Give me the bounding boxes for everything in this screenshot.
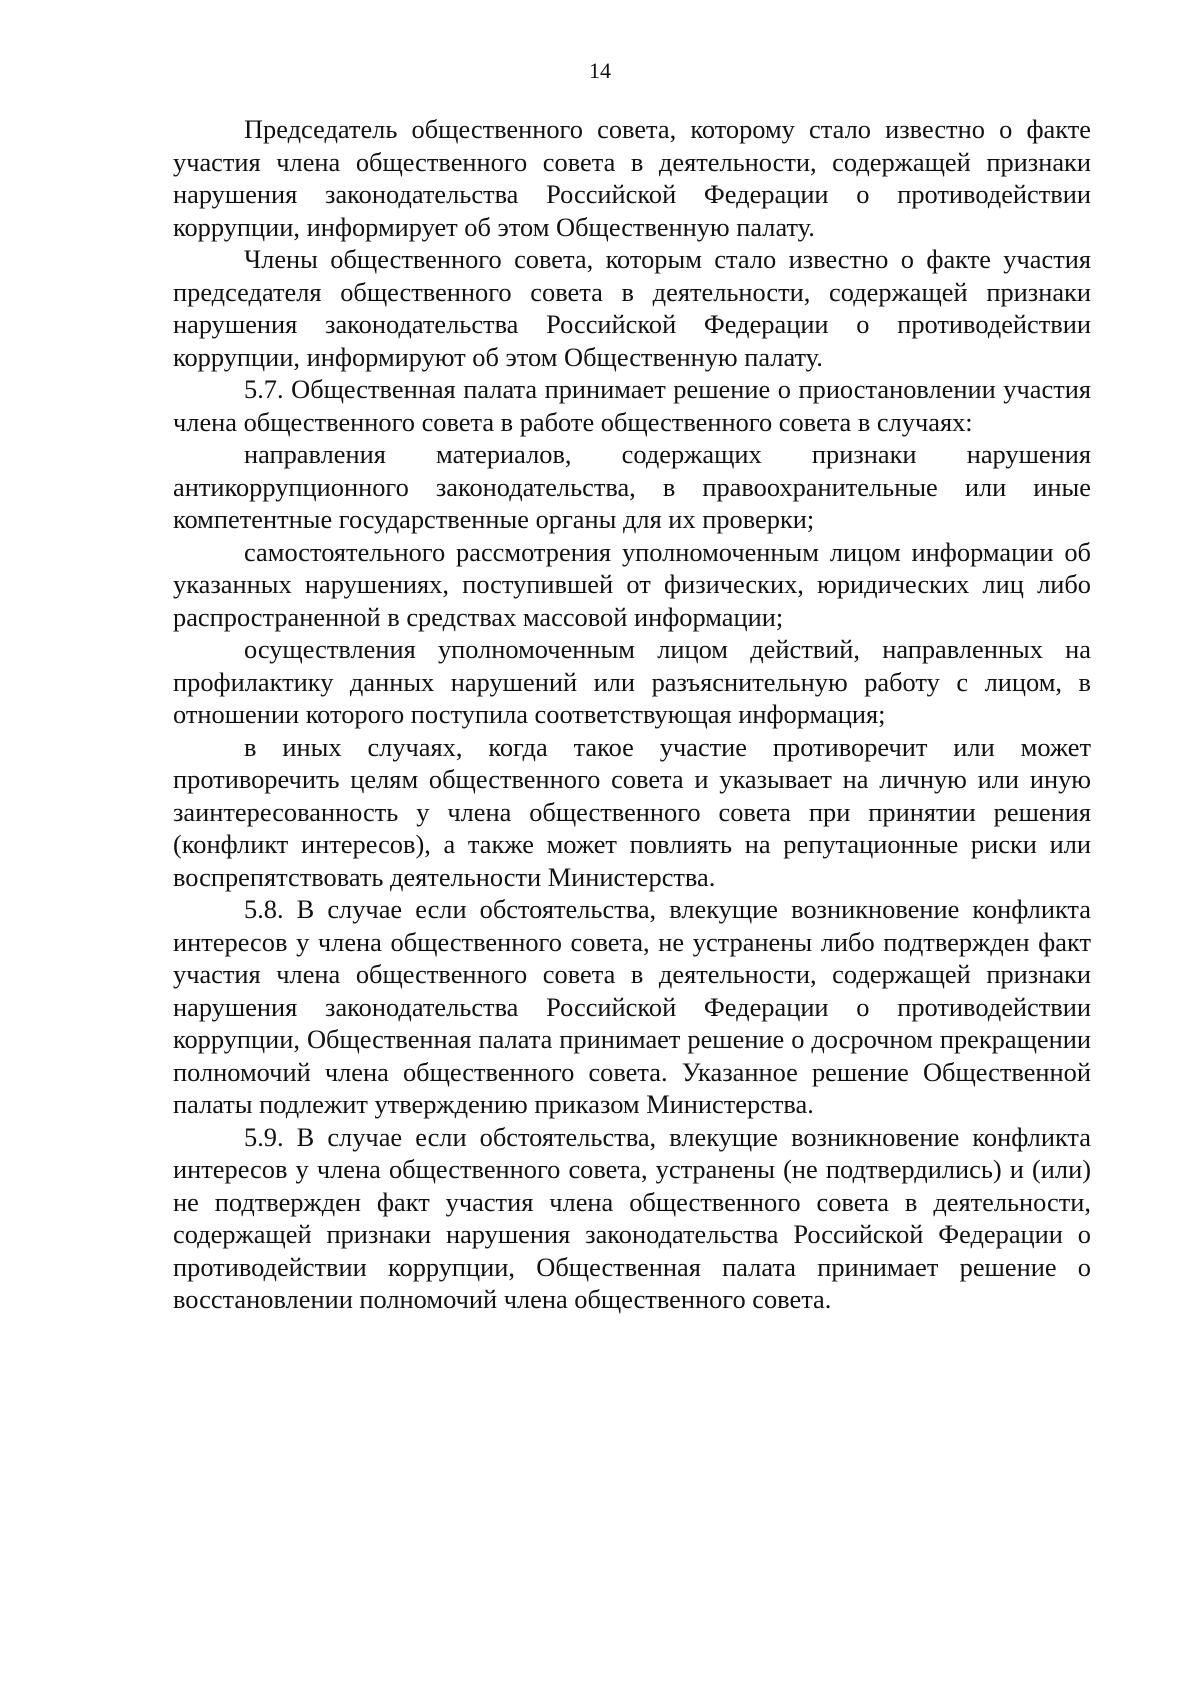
clause-5-8: 5.8. В случае если обстоятельства, влекущие возникновение конфликта интересов у члена общественного совета, не устранены либо подтвержден факт участия члена общественного совета в деятельности, содержащей признаки нарушения законодательства Российской Федерации о противодействии коррупции, Общественная палата принимает решение о досрочном прекращении полномочий члена общественного совета. Указанное решение Общественной палаты подлежит утверждению приказом Министерства.: [173, 894, 1091, 1119]
page-number: 14: [589, 58, 611, 83]
clause-5-9: 5.9. В случае если обстоятельства, влекущие возникновение конфликта интересов у члена общественного совета, устранены (не подтвердились) и (или) не подтвержден факт участия члена общественного совета в деятельности, содержащей признаки нарушения законодательства Российской Федерации о противодействии коррупции, Общественная палата принимает решение о восстановлении полномочий члена общественного совета.: [173, 1121, 1091, 1314]
list-item-preventive-actions: осуществления уполномоченным лицом действий, направленных на профилактику данных нарушений или разъяснительную работу с лицом, в отношении которого поступила соответствующая информация;: [173, 634, 1091, 729]
list-item-referral-of-materials: направления материалов, содержащих признаки нарушения антикоррупционного законодательства, в правоохранительные или иные компетентные государственные органы для их проверки;: [173, 439, 1091, 534]
paragraph-chairman-informs: Председатель общественного совета, которому стало известно о факте участия члена общественного совета в деятельности, содержащей признаки нарушения законодательства Российской Федерации о противодействии коррупции, информирует об этом Общественную палату.: [173, 114, 1091, 242]
clause-5-7: 5.7. Общественная палата принимает решение о приостановлении участия члена общественного совета в работе общественного совета в случаях:: [173, 374, 1091, 437]
list-item-other-cases: в иных случаях, когда такое участие противоречит или может противоречить целям общественного совета и указывает на личную или иную заинтересованность у члена общественного совета при принятии решения (конфликт интересов), а также может повлиять на репутационные риски или воспрепятствовать деятельности Министерства.: [173, 731, 1091, 892]
list-item-independent-review: самостоятельного рассмотрения уполномоченным лицом информации об указанных нарушениях, поступившей от физических, юридических лиц либо распространенной в средствах массовой информации;: [173, 536, 1091, 632]
paragraph-members-inform: Члены общественного совета, которым стало известно о факте участия председателя общественного совета в деятельности, содержащей признаки нарушения законодательства Российской Федерации о противодействии коррупции, информируют об этом Общественную палату.: [173, 244, 1091, 372]
document-body: [173, 113, 1091, 1316]
